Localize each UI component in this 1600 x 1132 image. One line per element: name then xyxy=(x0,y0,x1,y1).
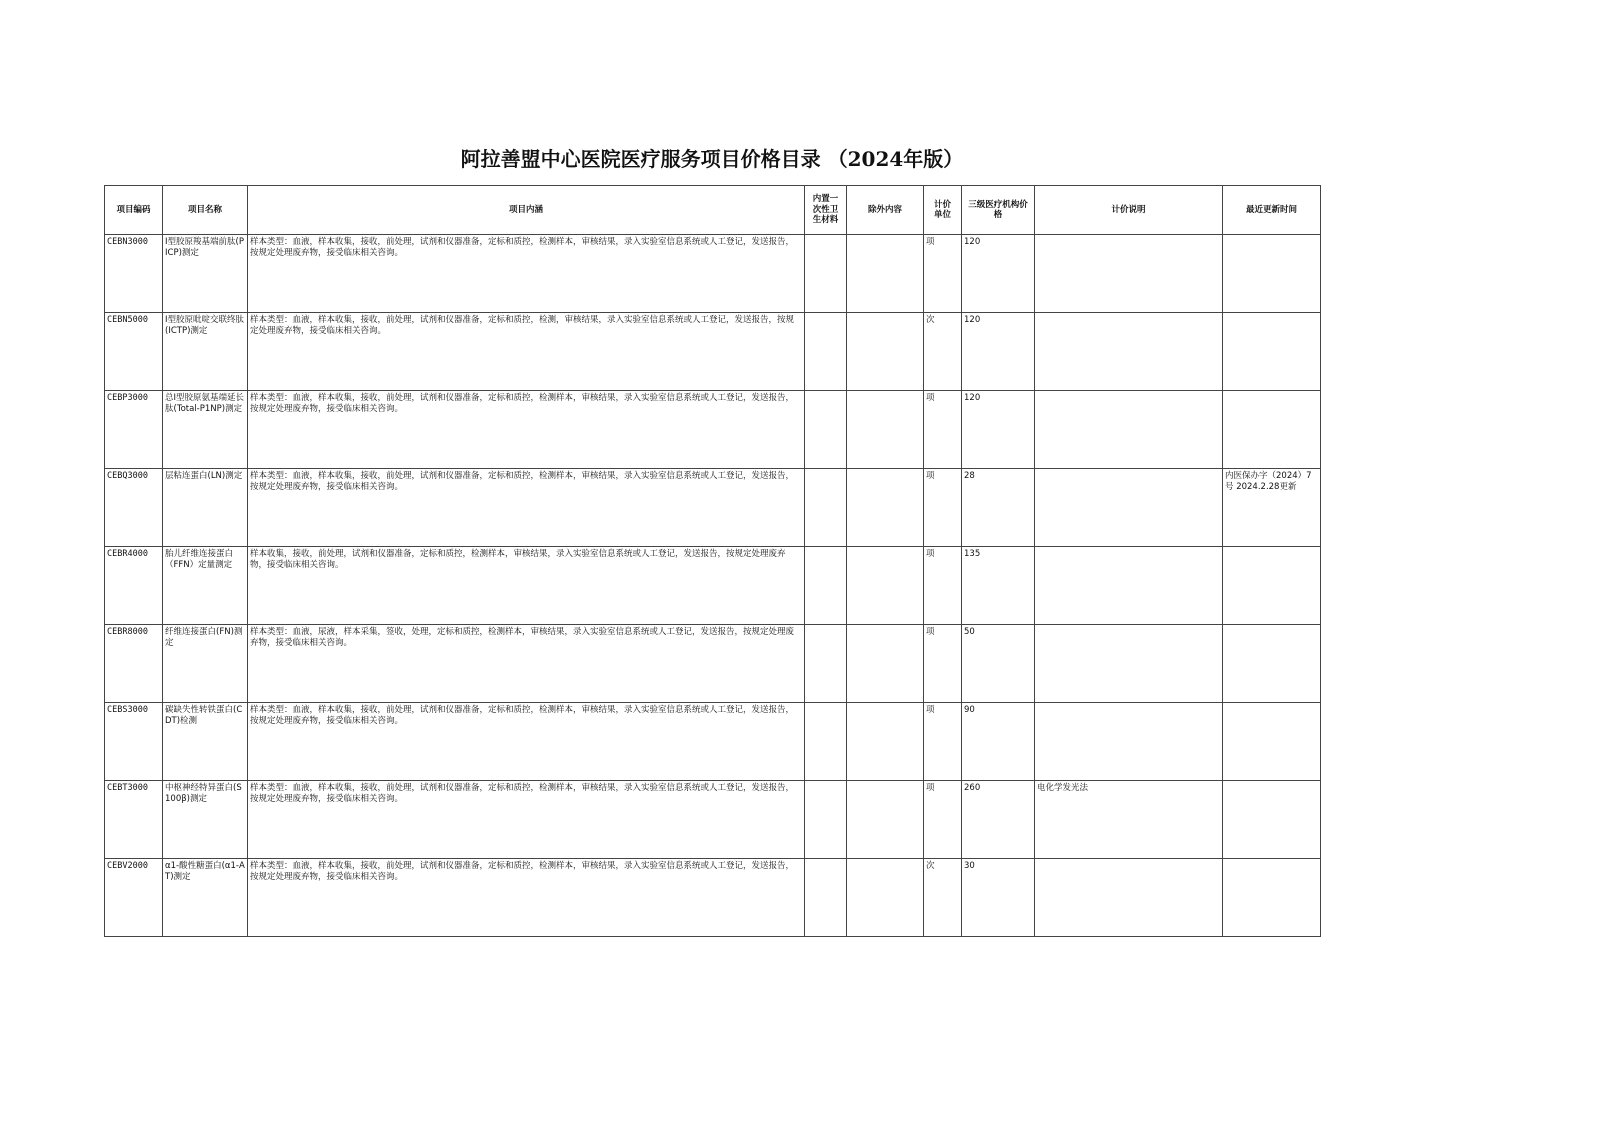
item-price: 135 xyxy=(962,547,1035,625)
item-unit: 项 xyxy=(924,469,962,547)
item-price: 120 xyxy=(962,235,1035,313)
item-exclusion xyxy=(847,625,924,703)
item-material xyxy=(805,391,847,469)
item-unit: 次 xyxy=(924,313,962,391)
item-content: 样本类型：血液，样本收集，接收，前处理，试剂和仪器准备，定标和质控，检测样本，审核结果，录入实验室信息系统或人工登记，发送报告，按规定处理废弃物，接受临床相关咨询。 xyxy=(248,859,805,937)
header-material: 内置一次性卫生材料 xyxy=(805,186,847,235)
item-material xyxy=(805,235,847,313)
table-row xyxy=(105,625,1321,703)
item-unit: 项 xyxy=(924,703,962,781)
item-code: CEBN5000 xyxy=(105,313,163,391)
item-exclusion xyxy=(847,313,924,391)
item-code: CEBR8000 xyxy=(105,625,163,703)
item-price: 90 xyxy=(962,703,1035,781)
header-price: 三级医疗机构价格 xyxy=(962,186,1035,235)
header-note: 计价说明 xyxy=(1035,186,1223,235)
item-unit: 项 xyxy=(924,547,962,625)
item-name: Ⅰ型胶原羧基端前肽(PICP)测定 xyxy=(163,235,248,313)
header-code: 项目编码 xyxy=(105,186,163,235)
item-material xyxy=(805,625,847,703)
item-code: CEBS3000 xyxy=(105,703,163,781)
item-note: 电化学发光法 xyxy=(1035,781,1223,859)
item-name: Ⅰ型胶原吡啶交联终肽(ICTP)测定 xyxy=(163,313,248,391)
item-code: CEBN3000 xyxy=(105,235,163,313)
item-price: 28 xyxy=(962,469,1035,547)
item-price: 50 xyxy=(962,625,1035,703)
item-updated xyxy=(1223,781,1321,859)
header-unit: 计价单位 xyxy=(924,186,962,235)
item-price: 120 xyxy=(962,391,1035,469)
item-exclusion xyxy=(847,703,924,781)
price-table xyxy=(104,185,1321,937)
table-row xyxy=(105,235,1321,313)
item-unit: 项 xyxy=(924,235,962,313)
item-code: CEBP3000 xyxy=(105,391,163,469)
header-content: 项目内涵 xyxy=(248,186,805,235)
item-content: 样本类型：血液，样本收集，接收，前处理，试剂和仪器准备，定标和质控，检测样本，审核结果，录入实验室信息系统或人工登记，发送报告，按规定处理废弃物，接受临床相关咨询。 xyxy=(248,469,805,547)
item-exclusion xyxy=(847,235,924,313)
item-name: α1-酸性糖蛋白(α1-AT)测定 xyxy=(163,859,248,937)
item-note xyxy=(1035,391,1223,469)
table-row xyxy=(105,313,1321,391)
item-material xyxy=(805,781,847,859)
item-note xyxy=(1035,859,1223,937)
item-code: CEBR4000 xyxy=(105,547,163,625)
item-material xyxy=(805,469,847,547)
item-code: CEBV2000 xyxy=(105,859,163,937)
item-unit: 次 xyxy=(924,859,962,937)
item-updated xyxy=(1223,703,1321,781)
item-exclusion xyxy=(847,781,924,859)
item-unit: 项 xyxy=(924,391,962,469)
table-body xyxy=(105,235,1321,937)
table-row xyxy=(105,391,1321,469)
item-exclusion xyxy=(847,391,924,469)
item-updated xyxy=(1223,547,1321,625)
item-note xyxy=(1035,547,1223,625)
item-updated xyxy=(1223,313,1321,391)
item-note xyxy=(1035,703,1223,781)
table-row xyxy=(105,703,1321,781)
item-updated: 内医保办字（2024）7号 2024.2.28更新 xyxy=(1223,469,1321,547)
table-row xyxy=(105,469,1321,547)
header-row xyxy=(105,186,1321,235)
item-content: 样本类型：血液，样本收集，接收，前处理，试剂和仪器准备，定标和质控，检测样本，审核结果，录入实验室信息系统或人工登记，发送报告，按规定处理废弃物，接受临床相关咨询。 xyxy=(248,391,805,469)
item-updated xyxy=(1223,859,1321,937)
item-updated xyxy=(1223,391,1321,469)
item-content: 样本类型：血液，样本收集，接收，前处理，试剂和仪器准备，定标和质控，检测样本，审核结果，录入实验室信息系统或人工登记，发送报告，按规定处理废弃物，接受临床相关咨询。 xyxy=(248,703,805,781)
table-row xyxy=(105,547,1321,625)
item-exclusion xyxy=(847,469,924,547)
header-name: 项目名称 xyxy=(163,186,248,235)
item-material xyxy=(805,313,847,391)
item-price: 120 xyxy=(962,313,1035,391)
item-material xyxy=(805,859,847,937)
item-price: 260 xyxy=(962,781,1035,859)
item-updated xyxy=(1223,235,1321,313)
item-content: 样本类型：血液，尿液，样本采集，签收，处理，定标和质控，检测样本，审核结果，录入实验室信息系统或人工登记，发送报告，按规定处理废弃物，接受临床相关咨询。 xyxy=(248,625,805,703)
item-content: 样本类型：血液，样本收集，接收，前处理，试剂和仪器准备，定标和质控，检测样本，审核结果，录入实验室信息系统或人工登记，发送报告，按规定处理废弃物，接受临床相关咨询。 xyxy=(248,235,805,313)
item-exclusion xyxy=(847,859,924,937)
item-name: 总Ⅰ型胶原氨基端延长肽(Total-P1NP)测定 xyxy=(163,391,248,469)
item-material xyxy=(805,547,847,625)
item-updated xyxy=(1223,625,1321,703)
item-code: CEBQ3000 xyxy=(105,469,163,547)
header-exclusion: 除外内容 xyxy=(847,186,924,235)
item-exclusion xyxy=(847,547,924,625)
item-code: CEBT3000 xyxy=(105,781,163,859)
table-header xyxy=(105,186,1321,235)
item-material xyxy=(805,703,847,781)
item-content: 样本收集，接收，前处理，试剂和仪器准备，定标和质控，检测样本，审核结果，录入实验室信息系统或人工登记，发送报告，按规定处理废弃物，接受临床相关咨询。 xyxy=(248,547,805,625)
item-content: 样本类型：血液，样本收集，接收，前处理，试剂和仪器准备，定标和质控，检测样本，审核结果，录入实验室信息系统或人工登记，发送报告，按规定处理废弃物，接受临床相关咨询。 xyxy=(248,781,805,859)
item-unit: 项 xyxy=(924,781,962,859)
table-row xyxy=(105,859,1321,937)
item-name: 碳缺失性转铁蛋白(CDT)检测 xyxy=(163,703,248,781)
item-content: 样本类型：血液，样本收集，接收，前处理，试剂和仪器准备，定标和质控，检测，审核结果，录入实验室信息系统或人工登记，发送报告，按规定处理废弃物，接受临床相关咨询。 xyxy=(248,313,805,391)
header-updated: 最近更新时间 xyxy=(1223,186,1321,235)
item-note xyxy=(1035,469,1223,547)
item-note xyxy=(1035,313,1223,391)
item-name: 胎儿纤维连接蛋白（FFN）定量测定 xyxy=(163,547,248,625)
item-price: 30 xyxy=(962,859,1035,937)
table-row xyxy=(105,781,1321,859)
item-name: 层粘连蛋白(LN)测定 xyxy=(163,469,248,547)
item-name: 中枢神经特异蛋白(S100β)测定 xyxy=(163,781,248,859)
item-name: 纤维连接蛋白(FN)测定 xyxy=(163,625,248,703)
item-unit: 项 xyxy=(924,625,962,703)
item-note xyxy=(1035,235,1223,313)
page-title: 阿拉善盟中心医院医疗服务项目价格目录 （2024年版） xyxy=(460,147,964,171)
item-note xyxy=(1035,625,1223,703)
